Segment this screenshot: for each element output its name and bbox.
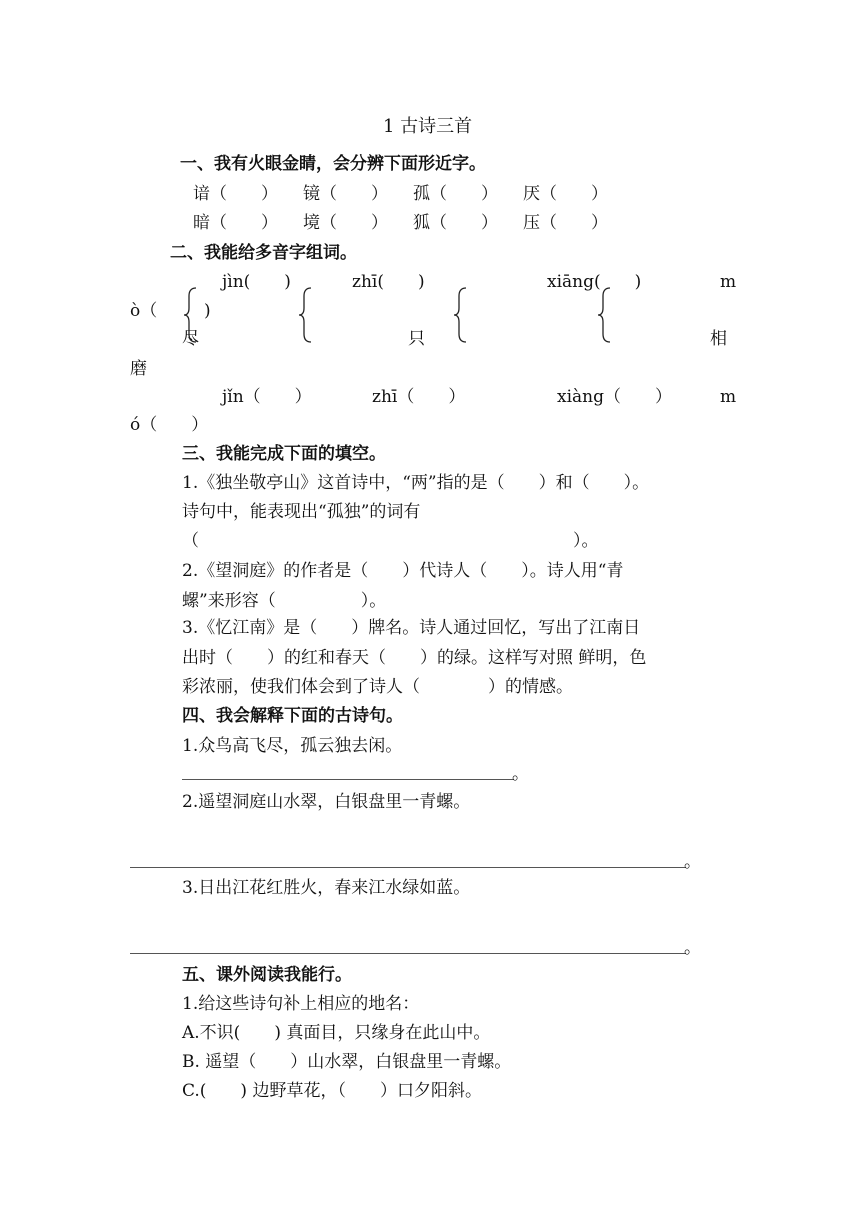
pinyin-mo-top: m — [720, 272, 737, 292]
char-pair-3a: 孤（ ） — [413, 184, 498, 204]
pinyin-jin-top: jìn( ) — [222, 272, 291, 292]
q3-3-line-1: 3.《忆江南》是（ ）牌名。诗人通过回忆，写出了江南日 — [182, 618, 641, 638]
char-pair-3b: 狐（ ） — [413, 213, 498, 233]
char-pair-1b: 暗（ ） — [193, 213, 278, 233]
q3-1-line-3: （ ）。 — [182, 531, 599, 551]
section-1-heading: 一、我有火眼金睛，会分辨下面形近字。 — [180, 154, 486, 174]
char-pair-1a: 谙（ ） — [193, 184, 278, 204]
q5-1: 1.给这些诗句补上相应的地名： — [182, 994, 420, 1014]
pinyin-zhi-top: zhī( ) — [352, 272, 425, 292]
char-pair-2a: 镜（ ） — [303, 184, 388, 204]
char-pair-4b: 压（ ） — [523, 213, 608, 233]
pinyin-zhi-bottom: zhī（ ） — [372, 387, 466, 407]
section-5-heading: 五、课外阅读我能行。 — [182, 965, 352, 985]
answer-line-2[interactable] — [130, 867, 686, 868]
polyphone-mo: 磨 — [130, 359, 147, 379]
polyphone-xiang: 相 — [710, 329, 727, 349]
q5-1-c: C.( ) 边野草花，（ ）口夕阳斜。 — [182, 1081, 482, 1101]
char-pair-4a: 厌（ ） — [523, 184, 608, 204]
pinyin-xiang-bottom: xiàng（ ） — [557, 387, 672, 407]
answer-line-1-end: 。 — [512, 764, 529, 784]
answer-line-2-end: 。 — [684, 852, 701, 872]
pinyin-mo-bottom: m — [720, 387, 737, 407]
answer-line-1[interactable] — [182, 779, 514, 780]
polyphone-zhi: 只 — [408, 329, 425, 349]
q3-1-line-2: 诗句中，能表现出“孤独”的词有 — [182, 502, 421, 522]
section-3-heading: 三、我能完成下面的填空。 — [182, 444, 386, 464]
brace-3 — [453, 286, 469, 344]
answer-line-3[interactable] — [130, 953, 686, 954]
pinyin-mo-top-close: ) — [204, 301, 211, 321]
pinyin-xiang-top: xiāng( ) — [547, 272, 642, 292]
q3-2-line-1: 2.《望洞庭》的作者是（ ）代诗人（ ）。诗人用“青 — [182, 561, 624, 581]
answer-line-3-end: 。 — [684, 938, 701, 958]
pinyin-mo-bottom-wrap: ó（ ） — [130, 415, 209, 435]
char-pair-2b: 境（ ） — [303, 213, 388, 233]
poem-line-3: 3.日出江花红胜火，春来江水绿如蓝。 — [182, 878, 471, 898]
q5-1-a: A.不识( ) 真面目，只缘身在此山中。 — [182, 1023, 491, 1043]
page-title: 1 古诗三首 — [383, 116, 473, 137]
pinyin-jin-bottom: jǐn（ ） — [222, 387, 312, 407]
q3-2-line-2: 螺”来形容（ ）。 — [182, 591, 387, 611]
q3-1-line-1: 1.《独坐敬亭山》这首诗中，“两”指的是（ ）和（ ）。 — [182, 473, 650, 493]
section-4-heading: 四、我会解释下面的古诗句。 — [182, 706, 403, 726]
pinyin-mo-top-wrap: ò（ — [130, 301, 158, 321]
q5-1-b: B. 遥望（ ）山水翠，白银盘里一青螺。 — [182, 1052, 512, 1072]
brace-2 — [298, 286, 314, 344]
q3-3-line-2: 出时（ ）的红和春天（ ）的绿。这样写对照 鲜明，色 — [182, 648, 647, 668]
polyphone-jin: 尽 — [182, 329, 199, 349]
q3-3-line-3: 彩浓丽，使我们体会到了诗人（ ）的情感。 — [182, 677, 573, 697]
brace-4 — [597, 286, 613, 344]
poem-line-2: 2.遥望洞庭山水翠，白银盘里一青螺。 — [182, 792, 471, 812]
section-2-heading: 二、我能给多音字组词。 — [170, 243, 357, 263]
poem-line-1: 1.众鸟高飞尽，孤云独去闲。 — [182, 736, 403, 756]
